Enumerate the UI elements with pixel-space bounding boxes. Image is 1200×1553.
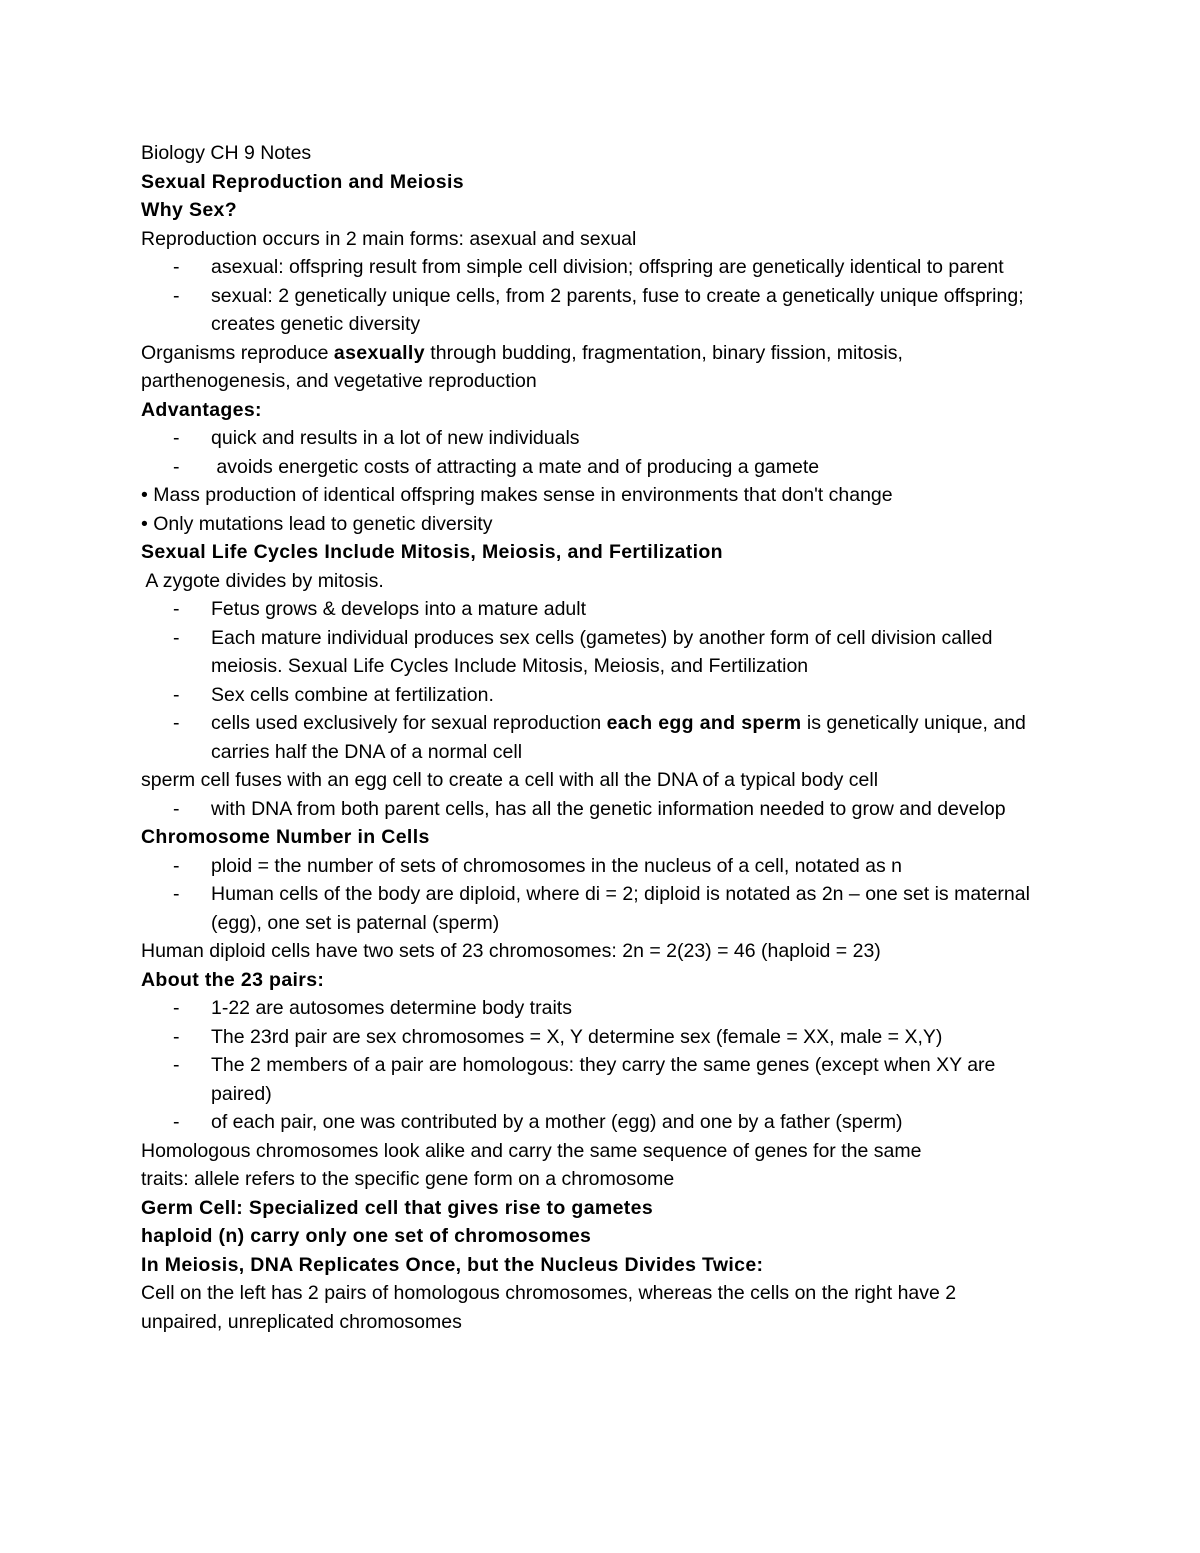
text-run: through budding, fragmentation, binary fission, mitosis,	[424, 341, 903, 364]
list-item-text: Fetus grows & develops into a mature adult	[211, 598, 587, 620]
list-item-sperm-1	[141, 795, 1056, 824]
list-item-text: sexual: 2 genetically unique cells, from 2 parents, fuse to create a genetically unique offspring; creates genetic diversity	[211, 284, 1024, 335]
list-item-text: asexual: offspring result from simple cell division; offspring are genetically identical to parent	[211, 256, 1004, 278]
list-item-chrom-2	[141, 880, 1056, 937]
heading-life-cycles: Sexual Life Cycles Include Mitosis, Meiosis, and Fertilization	[141, 541, 723, 563]
list-item-pair-2	[141, 1023, 1056, 1052]
text-run: is genetically unique, and carries half the DNA of a normal cell	[211, 712, 1026, 763]
paragraph-zygote: A zygote divides by mitosis.	[141, 569, 384, 592]
paragraph-asexual-methods-cont: parthenogenesis, and vegetative reproduction	[141, 370, 537, 392]
list-item-text: with DNA from both parent cells, has all the genetic information needed to grow and develop	[211, 797, 1006, 820]
paragraph-homologous: Homologous chromosomes look alike and carry the same sequence of genes for the same	[141, 1139, 922, 1162]
dash-marker: -	[173, 997, 180, 1019]
bold-run: each egg and sperm	[606, 712, 802, 734]
list-item-text: The 2 members of a pair are homologous: they carry the same genes (except when XY are paired)	[211, 1054, 996, 1105]
dash-marker: -	[173, 626, 180, 649]
dash-marker: -	[173, 427, 180, 449]
dash-marker: -	[173, 1111, 180, 1133]
document-body	[141, 139, 1056, 1336]
paragraph-forms: Reproduction occurs in 2 main forms: asexual and sexual	[141, 227, 637, 250]
list-item-pair-3	[141, 1051, 1056, 1108]
text-run: Organisms reproduce	[141, 341, 334, 364]
paragraph-sperm-fuse: sperm cell fuses with an egg cell to create a cell with all the DNA of a typical body cell	[141, 769, 879, 791]
list-item-sexual	[141, 282, 1056, 339]
heading-why-sex: Why Sex?	[141, 199, 237, 221]
doc-title: Biology CH 9 Notes	[141, 142, 312, 164]
heading-23-pairs: About the 23 pairs:	[141, 968, 325, 991]
heading-meiosis: In Meiosis, DNA Replicates Once, but the Nucleus Divides Twice:	[141, 1253, 764, 1276]
list-item-cycle-2	[141, 624, 1056, 681]
list-item-adv-2	[141, 453, 1056, 482]
dash-marker: -	[173, 683, 180, 706]
dash-marker: -	[173, 797, 180, 820]
list-item-cycle-4	[141, 709, 1056, 766]
paragraph-cell: Cell on the left has 2 pairs of homologous chromosomes, whereas the cells on the right have 2	[141, 1282, 957, 1304]
list-item-text: ploid = the number of sets of chromosomes in the nucleus of a cell, notated as n	[211, 854, 903, 877]
list-item-text: Human cells of the body are diploid, where di = 2; diploid is notated as 2n – one set is maternal (egg), one set is paternal (sperm)	[211, 883, 1030, 934]
dash-marker: -	[173, 712, 180, 734]
list-item-adv-1	[141, 424, 1056, 453]
dash-marker: -	[173, 256, 180, 278]
list-item-text: 1-22 are autosomes determine body traits	[211, 997, 572, 1019]
bold-run: asexually	[333, 341, 425, 364]
paragraph-diploid: Human diploid cells have two sets of 23 chromosomes: 2n = 2(23) = 46 (haploid = 23)	[141, 940, 881, 962]
heading-advantages: Advantages:	[141, 398, 262, 421]
heading-main: Sexual Reproduction and Meiosis	[141, 170, 464, 193]
list-item-text: Each mature individual produces sex cells (gametes) by another form of cell division called meiosis. Sexual Life Cycles Include Mitosis, Meiosis, and Fertilization	[211, 626, 993, 677]
heading-germ-cell: Germ Cell: Specialized cell that gives rise to gametes	[141, 1196, 654, 1219]
dash-marker: -	[173, 598, 180, 620]
list-item-text: quick and results in a lot of new individuals	[211, 427, 580, 449]
heading-haploid: haploid (n) carry only one set of chromosomes	[141, 1225, 592, 1247]
list-item-chrom-1	[141, 852, 1056, 881]
bullet-line-1: • Mass production of identical offspring makes sense in environments that don't change	[141, 484, 893, 506]
bullet-line-2: • Only mutations lead to genetic diversity	[141, 512, 493, 535]
dash-marker: -	[173, 883, 180, 905]
list-item-text: of each pair, one was contributed by a mother (egg) and one by a father (sperm)	[211, 1111, 903, 1133]
text-run: cells used exclusively for sexual reproduction	[211, 712, 607, 734]
list-item-text: Sex cells combine at fertilization.	[211, 683, 494, 706]
list-item-cycle-3	[141, 681, 1056, 710]
dash-marker: -	[173, 854, 180, 877]
list-item-pair-1	[141, 994, 1056, 1023]
paragraph-asexual-methods	[141, 339, 1056, 368]
dash-marker: -	[173, 1054, 180, 1076]
heading-chromosome-number: Chromosome Number in Cells	[141, 826, 430, 848]
list-item-cycle-1	[141, 595, 1056, 624]
list-item-text: The 23rd pair are sex chromosomes = X, Y determine sex (female = XX, male = X,Y)	[211, 1025, 943, 1048]
dash-marker: -	[173, 284, 180, 307]
paragraph-cell-cont: unpaired, unreplicated chromosomes	[141, 1310, 462, 1333]
dash-marker: -	[173, 1025, 180, 1048]
list-item-asexual	[141, 253, 1056, 282]
paragraph-homologous-cont: traits: allele refers to the specific gene form on a chromosome	[141, 1168, 675, 1190]
list-item-pair-4	[141, 1108, 1056, 1137]
dash-marker: -	[173, 455, 180, 478]
list-item-text: avoids energetic costs of attracting a mate and of producing a gamete	[211, 455, 820, 478]
